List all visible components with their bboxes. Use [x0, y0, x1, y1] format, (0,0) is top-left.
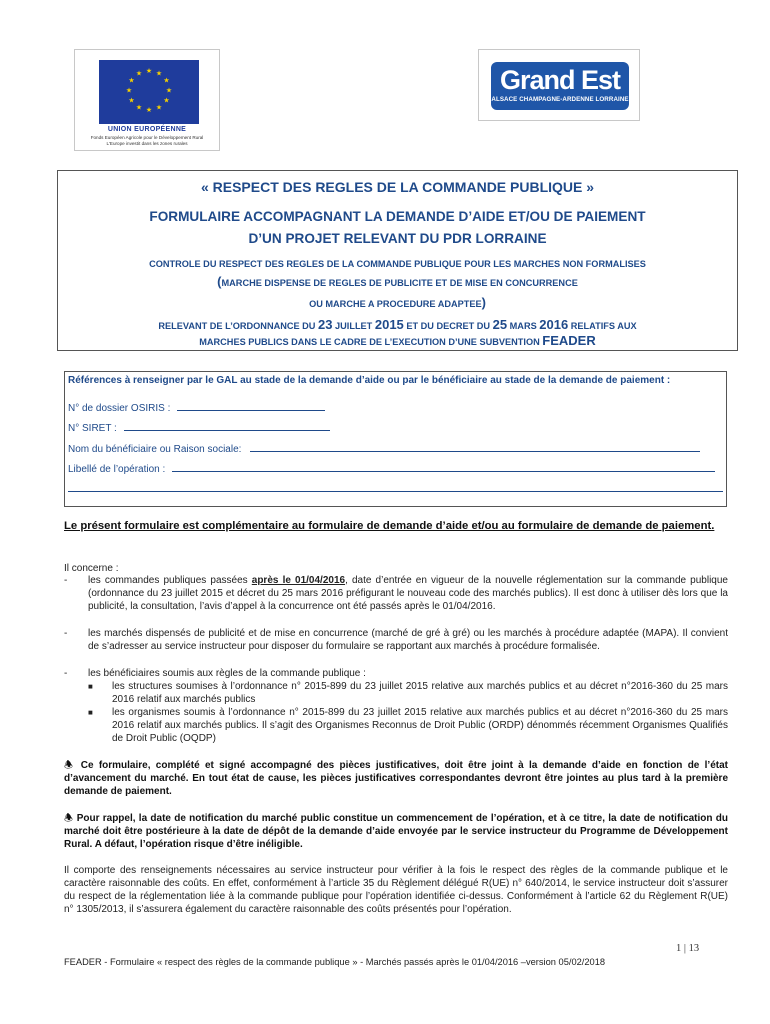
osiris-label: N° de dossier OSIRIS : [68, 403, 171, 414]
title-box [57, 170, 738, 351]
operation-label: Libellé de l’opération : [68, 464, 166, 475]
intro-statement: Le présent formulaire est complémentaire au formulaire de demande d’aide et/ou au formulaire de demande de paiement. [64, 520, 715, 532]
bullet-icon: ■ [88, 708, 93, 717]
form-title-line1: FORMULAIRE ACCOMPAGNANT LA DEMANDE D’AIDE ET/OU DE PAIEMENT [149, 209, 646, 224]
references-heading: Références à renseigner par le GAL au stade de la demande d’aide ou par le bénéficiaire au stade de la demande de paiement : [68, 375, 671, 386]
cutoff-date: après le 01/04/2016 [251, 575, 346, 586]
eu-logo-subtitle-line2: L'Europe investit dans les zones rurales [106, 140, 188, 146]
svg-text:★: ★ [155, 69, 163, 78]
page-number: 1 | 13 [676, 943, 700, 954]
list-item: - les marchés dispensés de publicité et de mise en concurrence (marché de gré à gré) ou les marchés à procédure adaptée (MAPA). Il convient de s’adresser au service instructeur pour disposer du formulaire se rapportant aux marchés à procédure formalisée. [64, 628, 728, 652]
page-footer: FEADER - Formulaire « respect des règles de la commande publique » - Marchés passés après le 01/04/2016 –version 05/02/2018 [64, 957, 606, 967]
region-logo-name: Grand Est [499, 65, 621, 95]
svg-text:★: ★ [125, 86, 133, 95]
operation-input-line2[interactable] [68, 483, 723, 492]
operation-field-row [68, 463, 715, 476]
document-title: « RESPECT DES REGLES DE LA COMMANDE PUBLIQUE » [200, 179, 595, 195]
closing-paragraph: Il comporte des renseignements nécessaires au service instructeur pour vérifier à la fois le respect des règles de la commande publique et le caractère raisonnable des coûts. En effet, conformément à l’article 35 du Règlement délégué R(UE) n° 640/2014, le service instructeur doit s’assurer du respect de la réglementation liée à la commande publique pour l’opération identifiée ci-dessus. Conformément à l’article 62 du Règlement R(UE) n° 1305/2013, il s’assurera également du caractère raisonnable des coûts présentés pour l’opération. [64, 865, 728, 915]
osiris-field-row [68, 402, 325, 415]
eu-logo-title: UNION EUROPÉENNE [107, 126, 187, 133]
svg-text:★: ★ [135, 103, 143, 112]
relevant-line1: RELEVANT DE L’ORDONNANCE DU 23 JUILLET 2015 ET DU DECRET DU 25 MARS 2016 RELATIFS AUX [158, 317, 637, 332]
relevant-line2: MARCHES PUBLICS DANS LE CADRE DE L’EXECUTION D’UNE SUBVENTION FEADER [199, 333, 596, 348]
operation-input[interactable] [172, 463, 715, 472]
sub-list-item: ■ les structures soumises à l’ordonnance n° 2015-899 du 23 juillet 2015 relative aux marchés publics et au décret n°2016-360 du 25 mars 2016 relatif aux marchés publics [88, 681, 728, 705]
eu-logo-subtitle-line1: Fonds Européen Agricole pour le Développement Rural [90, 135, 204, 140]
region-logo-tagline: ALSACE CHAMPAGNE-ARDENNE LORRAINE [491, 96, 629, 103]
svg-text:★: ★ [145, 106, 153, 114]
warning-bell-icon: 🕭 [64, 813, 77, 824]
feader-label: FEADER [542, 333, 596, 348]
warning-bell-icon: 🕭 [64, 760, 81, 771]
svg-text:★: ★ [145, 67, 153, 75]
siret-label: N° SIRET : [68, 423, 117, 434]
marche-subtitle-line1: (MARCHE DISPENSE DE REGLES DE PUBLICITE ET DE MISE EN CONCURRENCE [217, 274, 578, 289]
svg-text:★: ★ [155, 103, 163, 112]
svg-text:★: ★ [165, 86, 173, 95]
note-notification-date: 🕭 Pour rappel, la date de notification du marché public constitue un commencement de l’opération, et à ce titre, la date de notification du marché doit être postérieure à la date de dépôt de la demande d’aide envoyée par le service instructeur du Programme de Développement Rural. A défaut, l’opération risque d’être inéligible. [64, 813, 728, 850]
svg-text:★: ★ [163, 76, 170, 85]
osiris-input[interactable] [177, 402, 325, 411]
form-title-line2: D’UN PROJET RELEVANT DU PDR LORRAINE [248, 231, 547, 246]
siret-input[interactable] [124, 422, 330, 431]
beneficiary-label: Nom du bénéficiaire ou Raison sociale: [68, 444, 242, 455]
eu-logo-subtitle [79, 135, 215, 146]
references-box [64, 371, 727, 507]
svg-text:★: ★ [128, 76, 135, 85]
svg-text:★: ★ [135, 69, 143, 78]
eu-flag-icon [99, 60, 199, 124]
svg-text:★: ★ [128, 96, 135, 105]
region-logo [478, 49, 640, 121]
svg-text:★: ★ [163, 96, 170, 105]
operation-field-row-2 [68, 483, 723, 496]
siret-field-row [68, 422, 330, 435]
list-item: - les bénéficiaires soumis aux règles de la commande publique : [64, 668, 366, 679]
concerne-label: Il concerne : [64, 563, 119, 574]
note-attachments: 🕭 Ce formulaire, complété et signé accompagné des pièces justificatives, doit être joint à la demande d’aide en fonction de l’état d’avancement du marché. En tout état de cause, les pièces justificatives correspondantes devront être jointes au plus tard à la première demande de paiement. [64, 760, 728, 797]
marche-subtitle-line2: OU MARCHE A PROCEDURE ADAPTEE) [309, 295, 486, 310]
sub-list-item: ■ les organismes soumis à l’ordonnance n° 2015-899 du 23 juillet 2015 relative aux marchés publics et au décret n°2016-360 du 25 mars 2016 relatif aux marchés publics. Il s’agit des Organismes Reconnus de Droit Public (ORDP) dénommés récemment Organismes Qualifiés de Droit Public (OQDP) [88, 707, 728, 744]
control-subtitle: CONTROLE DU RESPECT DES REGLES DE LA COMMANDE PUBLIQUE POUR LES MARCHES NON FORMALISES [149, 259, 646, 269]
list-item: - les commandes publiques passées après le 01/04/2016, date d’entrée en vigueur de la nouvelle réglementation sur la commande publique (ordonnance du 23 juillet 2015 et décret du 25 mars 2016 préfigurant le nouveau code des marchés publics). Il est donc à utiliser dès lors que la publicité, la consultation, l’avis d’appel à la concurrence ont été passés après le 01/04/2016. [64, 575, 728, 612]
beneficiary-field-row [68, 443, 700, 456]
bullet-icon: ■ [88, 682, 93, 691]
region-logo-badge [491, 62, 629, 110]
beneficiary-input[interactable] [250, 443, 700, 452]
eu-logo [74, 49, 220, 151]
